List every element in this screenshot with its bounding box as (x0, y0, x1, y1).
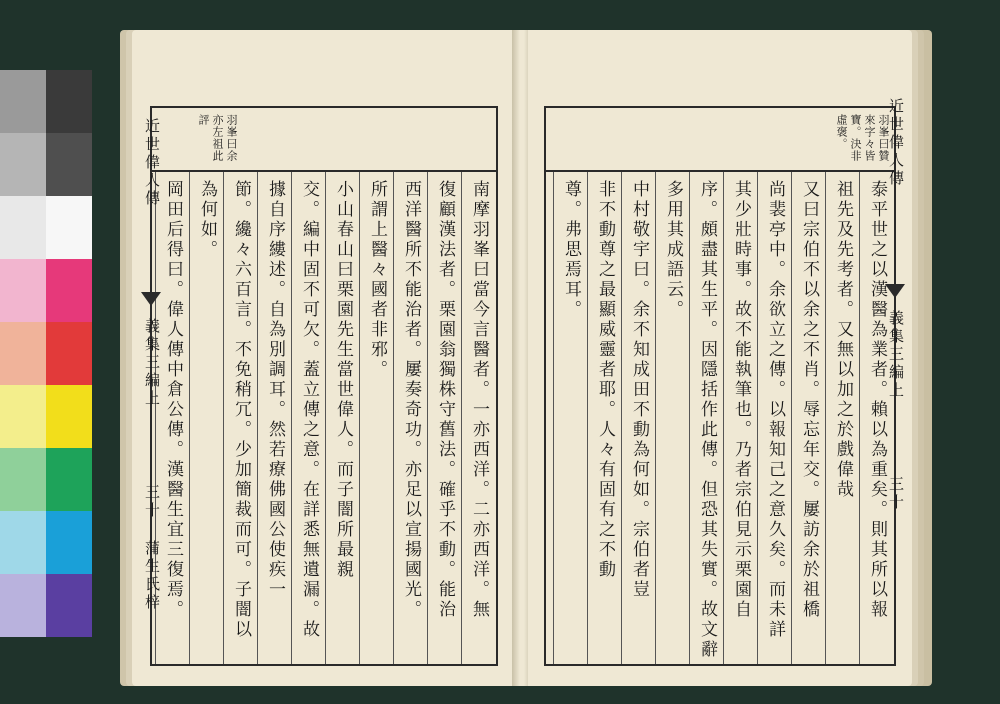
right-page-column (757, 172, 792, 664)
left-page-column (257, 172, 292, 664)
right-page-column-text: 尚裴亭中。余欲立之傳。以報知己之意久矣。而未詳 (765, 180, 785, 640)
left-hashira-folio: 三十 (143, 484, 161, 520)
left-hashira-publisher: 蒲生氏梓 (143, 540, 161, 612)
left-page-column-text: 小山春山曰栗園先生當世偉人。而子闇所最親 (333, 180, 353, 580)
left-page-column-text: 所謂上醫々國者非邪。 (367, 180, 387, 380)
checker-swatch (0, 511, 46, 574)
left-page-column (359, 172, 394, 664)
right-page-column (553, 172, 588, 664)
right-page-column (587, 172, 622, 664)
checker-swatch (0, 385, 46, 448)
right-page-column (825, 172, 860, 664)
right-page-column (655, 172, 690, 664)
checker-swatch (46, 259, 92, 322)
left-page-column-text: 據自序縷述。自為別調耳。然若療佛國公使疾一 (265, 180, 285, 600)
left-headnote-band (152, 108, 496, 172)
checker-swatch (0, 448, 46, 511)
right-page-column-text: 又曰宗伯不以余之不肖。辱忘年交。屢訪余於祖橋 (799, 180, 819, 620)
left-page-column (223, 172, 258, 664)
left-page-column (393, 172, 428, 664)
left-hashira-section: 義集三編上 (143, 318, 161, 408)
right-page-column-text: 序。頗盡其生平。因隱括作此傳。但恐其失實。故文辭 (697, 180, 717, 660)
right-fishtail-mark (885, 284, 905, 298)
left-headnote: 羽峯曰余亦左祖此評 (197, 114, 238, 162)
checker-swatch (46, 385, 92, 448)
checker-swatch (0, 259, 46, 322)
left-page-column (461, 172, 496, 664)
left-page-column-text: 節。纔々六百言。不免稍冗。少加簡裁而可。子闇以 (231, 180, 251, 640)
right-headnote: 羽峯曰贊來字々皆寶。決非虛褒。 (835, 114, 890, 162)
right-page-column-text: 中村敬宇曰。余不知成田不動為何如。宗伯者豈 (629, 180, 649, 600)
right-hashira-title: 近世偉人傳 (887, 98, 905, 188)
right-page-column-text: 其少壯時事。故不能執筆也。乃者宗伯見示栗園自 (731, 180, 751, 620)
left-page-column (291, 172, 326, 664)
right-page-column (859, 172, 894, 664)
left-text-frame (150, 106, 498, 666)
checker-swatch (46, 574, 92, 637)
checker-swatch (0, 322, 46, 385)
right-page-column-text: 尊。弗思焉耳。 (561, 180, 581, 320)
right-page-column-text: 非不動尊之最顯威靈者耶。人々有固有之不動 (595, 180, 615, 580)
checker-swatch (46, 322, 92, 385)
right-page-column (791, 172, 826, 664)
checker-swatch (46, 70, 92, 133)
checker-swatch (0, 574, 46, 637)
left-page-column (427, 172, 462, 664)
right-hashira-section: 義集三編上 (887, 310, 905, 400)
left-page-column-text: 復顧漢法者。栗園翁獨株守舊法。確乎不動。能治 (435, 180, 455, 620)
right-page-column (689, 172, 724, 664)
right-page-column-text: 祖先及先考者。又無以加之於戲偉哉 (833, 180, 853, 500)
left-fishtail-mark (141, 292, 161, 306)
left-page (132, 30, 516, 686)
right-hashira-folio: 三十 (887, 476, 905, 512)
checker-swatch (0, 133, 46, 196)
right-page (528, 30, 912, 686)
checker-swatch (46, 448, 92, 511)
left-hashira-title: 近世偉人傳 (143, 118, 161, 208)
left-page-column-text: 西洋醫所不能治者。屢奏奇功。亦足以宣揚國光。 (401, 180, 421, 620)
checker-swatch (0, 70, 46, 133)
right-text-frame (544, 106, 896, 666)
left-page-column-text: 岡田后得曰。偉人傳中倉公傳。漢醫生宜三復焉。 (163, 180, 183, 620)
left-page-column (325, 172, 360, 664)
right-page-column-text: 泰平世之以漢醫為業者。賴以為重矣。則其所以報 (867, 180, 887, 620)
checker-swatch (0, 196, 46, 259)
checker-swatch (46, 511, 92, 574)
left-page-column (189, 172, 224, 664)
left-page-column-text: 為何如。 (197, 180, 217, 260)
left-page-column-text: 交。編中固不可欠。蓋立傳之意。在詳悉無遺漏。故 (299, 180, 319, 640)
right-page-column-text: 多用其成語云。 (663, 180, 683, 320)
color-checker (0, 70, 92, 636)
right-headnote-band (546, 108, 894, 172)
right-page-column (723, 172, 758, 664)
checker-swatch (46, 196, 92, 259)
checker-swatch (46, 133, 92, 196)
right-page-column (621, 172, 656, 664)
left-page-column-text: 南摩羽峯曰當今言醫者。一亦西洋。二亦西洋。無 (469, 180, 489, 620)
